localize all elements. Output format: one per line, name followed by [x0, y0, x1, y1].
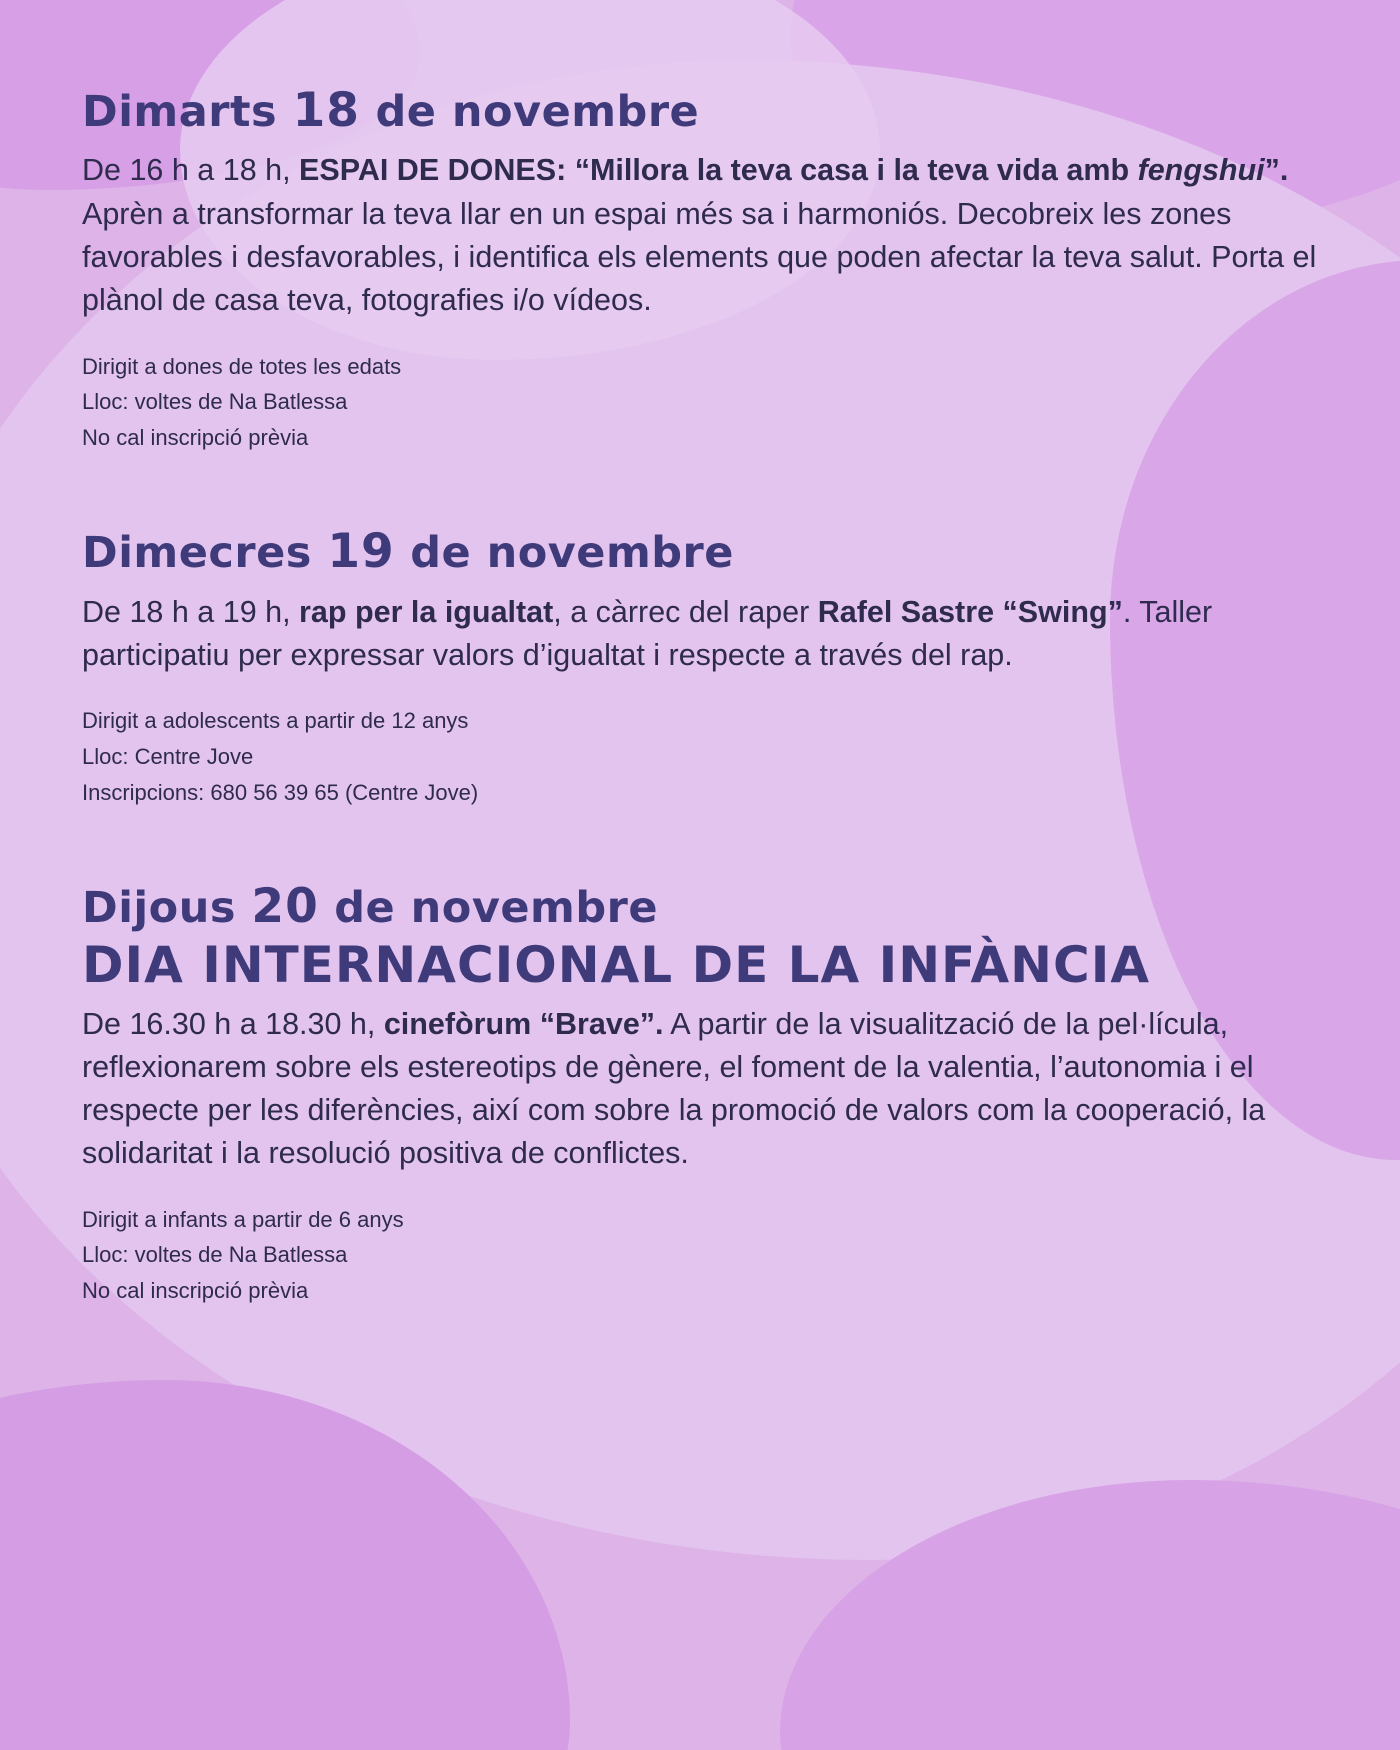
event-day-number: 20 [251, 879, 319, 935]
event-description [82, 1003, 1312, 1176]
desc-part: , a càrrec del raper [553, 594, 818, 629]
desc-part: De 16 h a 18 h, [82, 153, 300, 188]
event-block [82, 524, 1322, 810]
event-detail-location: Lloc: Centre Jove [82, 743, 254, 769]
desc-part: De 18 h a 19 h, [82, 594, 300, 629]
event-block [82, 83, 1322, 455]
event-detail-location: Lloc: voltes de Na Batlessa [82, 389, 348, 415]
desc-part-bold: ESPAI DE DONES: “Millora la teva casa i la teva vida amb [299, 153, 1138, 188]
desc-part-bold: Rafel Sastre “Swing” [817, 594, 1123, 629]
event-details [82, 703, 1322, 810]
event-description [82, 591, 1322, 678]
event-detail-registration: Inscripcions: 680 56 39 65 (Centre Jove) [82, 779, 479, 805]
desc-part-bold: rap per la igualtat [299, 594, 554, 629]
event-day-prefix: Dimarts [82, 87, 293, 137]
desc-part: De 16.30 h a 18.30 h, [82, 1006, 384, 1041]
event-day-number: 18 [292, 83, 360, 138]
desc-part: Aprèn a transformar la teva llar en un espai més sa i harmoniós. Decobreix les zones favorables i desfavorables, i identifica els elements que poden afectar la teva salut. Porta el plànol de casa teva, fotografies i/o vídeos. [82, 196, 1317, 318]
event-details [82, 1202, 1322, 1309]
event-day-heading [82, 879, 1322, 935]
event-block [82, 879, 1322, 1308]
event-detail-registration: No cal inscripció prèvia [82, 1278, 309, 1303]
desc-part: . Taller participatiu per expressar valors d’igualtat i respecte a través del rap. [82, 594, 1213, 673]
event-detail-audience: Dirigit a infants a partir de 6 anys [82, 1206, 404, 1232]
event-detail-audience: Dirigit a adolescents a partir de 12 anys [82, 708, 469, 734]
event-day-prefix: Dimecres [82, 528, 328, 579]
event-day-heading [82, 83, 1322, 138]
desc-part-bold: ”. [1264, 153, 1289, 188]
event-day-heading [82, 524, 1322, 580]
event-day-prefix: Dijous [82, 883, 252, 934]
desc-part: A partir de la visualització de la pel·lícula, reflexionarem sobre els estereotips de gènere, el foment de la valentia, l’autonomia i el respecte per les diferències, així com sobre la promoció de valors com la cooperació, la solidaritat i la resolució positiva de conflictes. [82, 1006, 1266, 1171]
event-details [82, 349, 1322, 456]
event-detail-audience: Dirigit a dones de totes les edats [82, 353, 402, 379]
event-day-suffix: de novembre [360, 87, 700, 137]
event-day-suffix: de novembre [394, 528, 734, 579]
desc-part-bold-italic: fengshui [1137, 153, 1265, 188]
event-description [82, 149, 1322, 322]
event-day-suffix: de novembre [318, 883, 658, 934]
event-detail-registration: No cal inscripció prèvia [82, 424, 309, 450]
event-day-number: 19 [327, 524, 395, 580]
event-special-title: DIA INTERNACIONAL DE LA INFÀNCIA [82, 935, 1151, 994]
event-detail-location: Lloc: voltes de Na Batlessa [82, 1242, 348, 1268]
desc-part-bold: cinefòrum “Brave”. [383, 1006, 664, 1041]
